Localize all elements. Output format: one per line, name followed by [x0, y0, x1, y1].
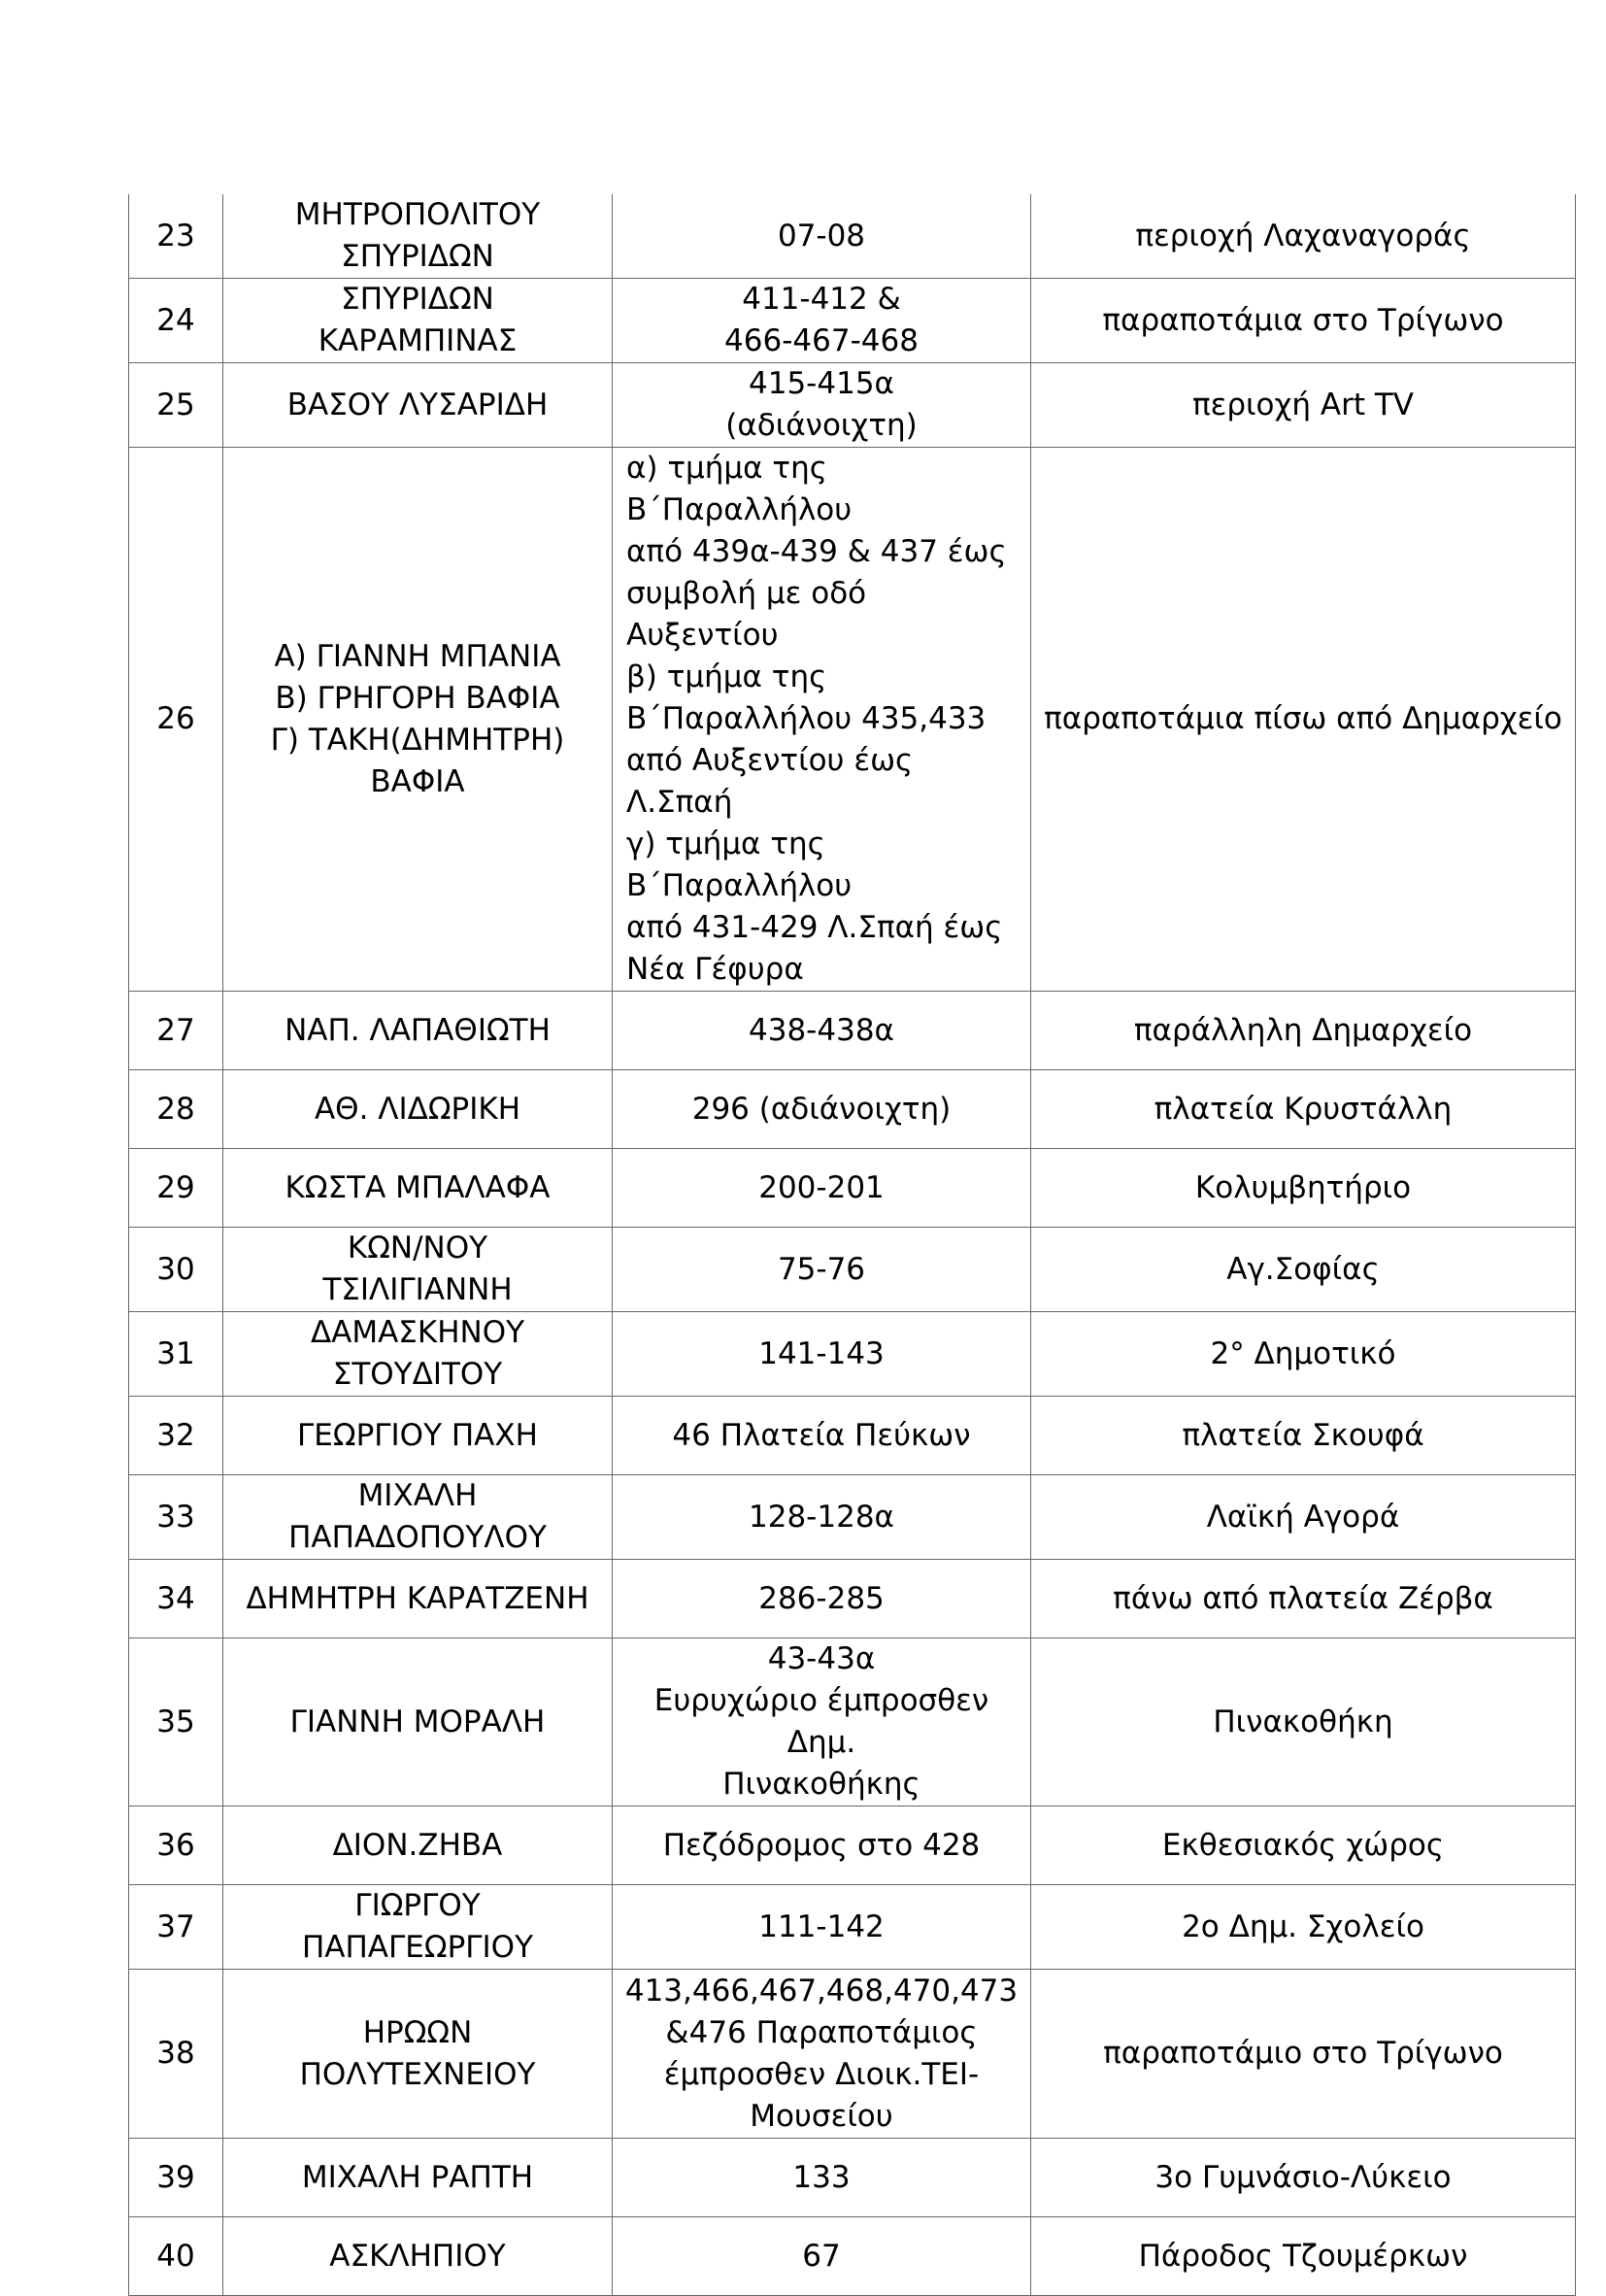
area-description: Εκθεσιακός χώρος	[1031, 1806, 1576, 1885]
street-name: ΚΩΝ/ΝΟΥ ΤΣΙΛΙΓΙΑΝΝΗ	[223, 1228, 613, 1312]
block-numbers: 200-201	[613, 1149, 1031, 1228]
street-name: ΜΙΧΑΛΗ ΠΑΠΑΔΟΠΟΥΛΟΥ	[223, 1475, 613, 1560]
row-number: 31	[129, 1312, 223, 1397]
area-description: περιοχή Λαχαναγοράς	[1031, 194, 1576, 279]
block-numbers: 43-43α Ευρυχώριο έμπροσθεν Δημ. Πινακοθήκης	[613, 1638, 1031, 1806]
block-numbers: 415-415α (αδιάνοιχτη)	[613, 363, 1031, 448]
area-description: πλατεία Σκουφά	[1031, 1397, 1576, 1475]
row-number: 27	[129, 992, 223, 1070]
block-numbers: 128-128α	[613, 1475, 1031, 1560]
row-number: 24	[129, 279, 223, 363]
street-name: ΔΑΜΑΣΚΗΝΟΥ ΣΤΟΥΔΙΤΟΥ	[223, 1312, 613, 1397]
block-numbers: 438-438α	[613, 992, 1031, 1070]
table-row	[129, 1312, 1576, 1397]
row-number: 35	[129, 1638, 223, 1806]
table-row	[129, 363, 1576, 448]
street-name: ΓΕΩΡΓΙΟΥ ΠΑΧΗ	[223, 1397, 613, 1475]
table-row	[129, 1070, 1576, 1149]
area-description: Κολυμβητήριο	[1031, 1149, 1576, 1228]
block-numbers: 75-76	[613, 1228, 1031, 1312]
table-row	[129, 279, 1576, 363]
area-description: 3ο Γυμνάσιο-Λύκειο	[1031, 2139, 1576, 2217]
table-row	[129, 1638, 1576, 1806]
street-name: ΚΩΣΤΑ ΜΠΑΛΑΦΑ	[223, 1149, 613, 1228]
block-numbers: Πεζόδρομος στο 428	[613, 1806, 1031, 1885]
area-description: παραποτάμια στο Τρίγωνο	[1031, 279, 1576, 363]
area-description: περιοχή Art TV	[1031, 363, 1576, 448]
block-numbers: 411-412 & 466-467-468	[613, 279, 1031, 363]
row-number: 25	[129, 363, 223, 448]
area-description: 2ο Δημ. Σχολείο	[1031, 1885, 1576, 1970]
area-description: πλατεία Κρυστάλλη	[1031, 1070, 1576, 1149]
row-number: 36	[129, 1806, 223, 1885]
row-number: 40	[129, 2217, 223, 2296]
street-name: ΜΙΧΑΛΗ ΡΑΠΤΗ	[223, 2139, 613, 2217]
street-name: ΣΠΥΡΙΔΩΝ ΚΑΡΑΜΠΙΝΑΣ	[223, 279, 613, 363]
table-row	[129, 1228, 1576, 1312]
block-numbers: 67	[613, 2217, 1031, 2296]
street-name: ΗΡΩΩΝ ΠΟΛΥΤΕΧΝΕΙΟΥ	[223, 1970, 613, 2139]
street-name: ΔΗΜΗΤΡΗ ΚΑΡΑΤΖΕΝΗ	[223, 1560, 613, 1638]
table-row	[129, 2139, 1576, 2217]
row-number: 32	[129, 1397, 223, 1475]
block-numbers: α) τμήμα της Β΄Παραλλήλου από 439α-439 & 437 έως συμβολή με οδό Αυξεντίου β) τμήμα της Β΄Παραλλήλου 435,433 από Αυξεντίου έως Λ.Σπαή γ) τμήμα της Β΄Παραλλήλου από 431-429 Λ.Σπαή έως Νέα Γέφυρα	[613, 448, 1031, 992]
area-description: Πάροδος Τζουμέρκων	[1031, 2217, 1576, 2296]
table-row	[129, 448, 1576, 992]
table-row	[129, 194, 1576, 279]
row-number: 37	[129, 1885, 223, 1970]
street-name: ΜΗΤΡΟΠΟΛΙΤΟΥ ΣΠΥΡΙΔΩΝ	[223, 194, 613, 279]
table-row	[129, 1885, 1576, 1970]
area-description: παραποτάμιο στο Τρίγωνο	[1031, 1970, 1576, 2139]
area-description: Λαϊκή Αγορά	[1031, 1475, 1576, 1560]
row-number: 23	[129, 194, 223, 279]
block-numbers: 07-08	[613, 194, 1031, 279]
block-numbers: 111-142	[613, 1885, 1031, 1970]
row-number: 39	[129, 2139, 223, 2217]
street-name: ΝΑΠ. ΛΑΠΑΘΙΩΤΗ	[223, 992, 613, 1070]
block-numbers: 286-285	[613, 1560, 1031, 1638]
row-number: 34	[129, 1560, 223, 1638]
street-name: ΓΙΑΝΝΗ ΜΟΡΑΛΗ	[223, 1638, 613, 1806]
block-numbers: 413,466,467,468,470,473 &476 Παραποτάμιος έμπροσθεν Διοικ.ΤΕΙ- Μουσείου	[613, 1970, 1031, 2139]
street-name: Α) ΓΙΑΝΝΗ ΜΠΑΝΙΑ Β) ΓΡΗΓΟΡΗ ΒΑΦΙΑ Γ) ΤΑΚΗ(ΔΗΜΗΤΡΗ) ΒΑΦΙΑ	[223, 448, 613, 992]
street-name: ΔΙΟΝ.ΖΗΒΑ	[223, 1806, 613, 1885]
block-numbers: 296 (αδιάνοιχτη)	[613, 1070, 1031, 1149]
row-number: 33	[129, 1475, 223, 1560]
row-number: 28	[129, 1070, 223, 1149]
row-number: 38	[129, 1970, 223, 2139]
area-description: παράλληλη Δημαρχείο	[1031, 992, 1576, 1070]
table-row	[129, 1149, 1576, 1228]
row-number: 26	[129, 448, 223, 992]
row-number: 30	[129, 1228, 223, 1312]
table-row	[129, 992, 1576, 1070]
street-name: ΑΘ. ΛΙΔΩΡΙΚΗ	[223, 1070, 613, 1149]
street-naming-table	[128, 194, 1576, 2296]
street-name: ΑΣΚΛΗΠΙΟΥ	[223, 2217, 613, 2296]
area-description: 2° Δημοτικό	[1031, 1312, 1576, 1397]
table-row	[129, 1560, 1576, 1638]
block-numbers: 46 Πλατεία Πεύκων	[613, 1397, 1031, 1475]
block-numbers: 141-143	[613, 1312, 1031, 1397]
table-row	[129, 1970, 1576, 2139]
table-row	[129, 2217, 1576, 2296]
table-row	[129, 1397, 1576, 1475]
area-description: Αγ.Σοφίας	[1031, 1228, 1576, 1312]
area-description: παραποτάμια πίσω από Δημαρχείο	[1031, 448, 1576, 992]
street-name: ΓΙΩΡΓΟΥ ΠΑΠΑΓΕΩΡΓΙΟΥ	[223, 1885, 613, 1970]
table-row	[129, 1475, 1576, 1560]
area-description: Πινακοθήκη	[1031, 1638, 1576, 1806]
table-row	[129, 1806, 1576, 1885]
street-name: ΒΑΣΟΥ ΛΥΣΑΡΙΔΗ	[223, 363, 613, 448]
row-number: 29	[129, 1149, 223, 1228]
area-description: πάνω από πλατεία Ζέρβα	[1031, 1560, 1576, 1638]
block-numbers: 133	[613, 2139, 1031, 2217]
